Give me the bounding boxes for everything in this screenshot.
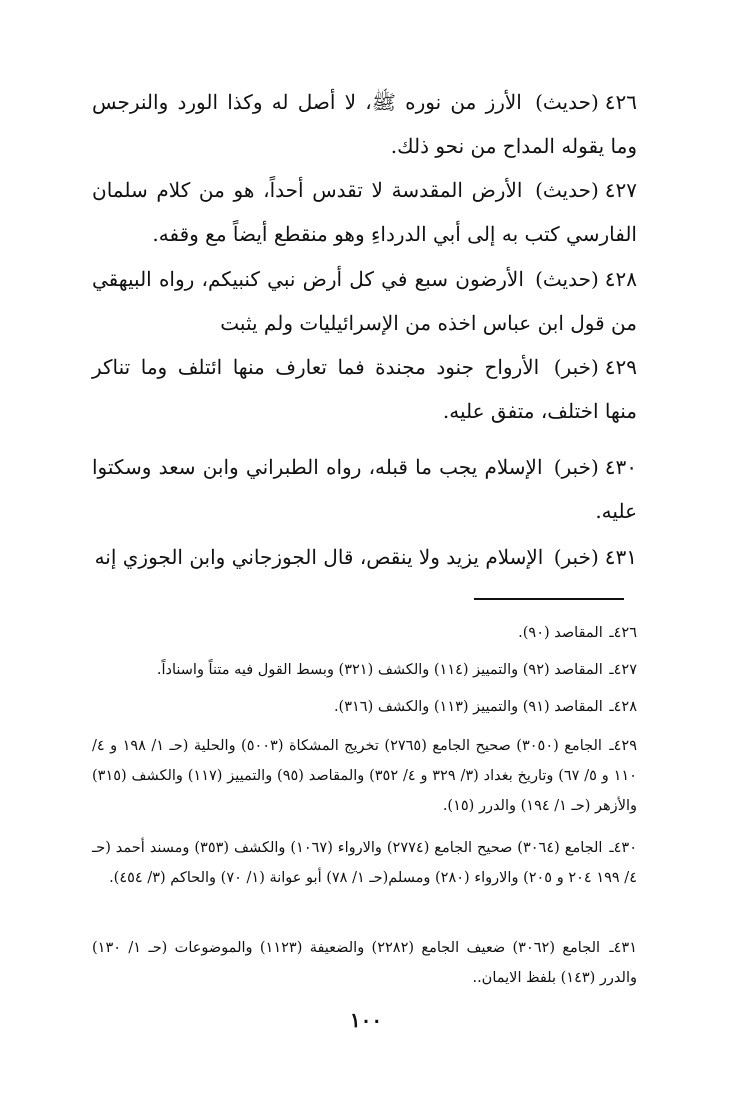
footnote-number: ٤٣١ـ (609, 940, 638, 956)
footnote-separator (474, 598, 624, 600)
footnote-text: الجامع (٣٠٦٤) صحيح الجامع (٢٧٧٤) والارواء (١٠٦٧) والكشف (٣٥٣) ومسند أحمد (حـ ٤/ ١٩٩ ٢٠٤ و ٢٠٥) والارواء (٢٨٠) ومسلم(حـ ١/ ٧٨) أبو عوانة (١/ ٧٠) والحاكم (٣/ ٤٥٤). (92, 840, 637, 886)
footnote-431 (92, 933, 637, 993)
entry-number: ٤٢٧ (604, 178, 637, 202)
footnote-430 (92, 833, 637, 893)
entry-text: الأرواح جنود مجندة فما تعارف منها ائتلف وما تناكر منها اختلف، متفق عليه. (92, 355, 637, 423)
entry-number: ٤٣٠ (604, 455, 637, 479)
hadith-entry-427 (92, 168, 637, 256)
footnote-text: الجامع (٣٠٥٠) صحيح الجامع (٢٧٦٥) تخريج المشكاة (٥٠٠٣) والحلية (حـ ١/ ١٩٨ و ٤/ ١١٠ و ٥/ ٦٧) وتاريخ بغداد (٣/ ٣٢٩ و ٤/ ٣٥٢) والمقاصد (٩٥) والتمييز (١١٧) والكشف (٣١٥) والأزهر (حـ ١/ ١٩٤) والدرر (١٥). (92, 738, 637, 814)
entry-number: ٤٣١ (604, 545, 637, 569)
footnote-number: ٤٢٦ـ (609, 625, 637, 641)
entry-tag: (خبر) (553, 355, 599, 379)
entry-number: ٤٢٩ (604, 355, 638, 379)
entry-text: الأرضون سبع في كل أرض نبي كنبيكم، رواه البيهقي من قول ابن عباس اخذه من الإسرائيليات ولم يثبت (92, 267, 637, 335)
footnote-text: المقاصد (٩٢) والتمييز (١١٤) والكشف (٣٢١) وبسط القول فيه متناً واسناداً. (156, 662, 603, 678)
footnote-number: ٤٢٨ـ (609, 699, 637, 715)
hadith-entry-429 (92, 345, 637, 433)
entry-text: الإسلام يجب ما قبله، رواه الطبراني وابن سعد وسكتوا عليه. (92, 455, 637, 523)
footnote-429 (92, 731, 637, 821)
entry-text: الأرض المقدسة لا تقدس أحداً، هو من كلام سلمان الفارسي كتب به إلى أبي الدرداءِ وهو منقطع أيضاً مع وقفه. (92, 178, 637, 246)
footnote-text: الجامع (٣٠٦٢) ضعيف الجامع (٢٢٨٢) والضعيفة (١١٢٣) والموضوعات (حـ ١/ ١٣٠) والدرر (١٤٣) بلفظ الايمان.. (92, 940, 637, 986)
footnote-428 (92, 692, 637, 722)
footnote-text: المقاصد (٩٠). (518, 625, 603, 641)
footnote-number: ٤٣٠ـ (609, 840, 638, 856)
page-number: ١٠٠ (349, 1008, 383, 1032)
footnote-number: ٤٢٧ـ (609, 662, 637, 678)
hadith-entry-428 (92, 257, 637, 345)
entry-tag: (خبر) (553, 455, 599, 479)
entry-tag: (حديث) (535, 267, 599, 291)
hadith-entry-430 (92, 445, 637, 533)
hadith-entry-426 (92, 80, 637, 168)
footnote-426 (92, 618, 637, 648)
footnote-text: المقاصد (٩١) والتمييز (١١٣) والكشف (٣١٦). (333, 699, 603, 715)
footnote-number: ٤٢٩ـ (609, 738, 637, 754)
entry-text: الأرز من نوره ﷺ، لا أصل له وكذا الورد والنرجس وما يقوله المداح من نحو ذلك. (92, 90, 637, 158)
hadith-entry-431 (92, 535, 637, 579)
entry-tag: (حديث) (535, 178, 599, 202)
footnote-427 (92, 655, 637, 685)
entry-text: الإسلام يزيد ولا ينقص، قال الجوزجاني وابن الجوزي إنه (94, 545, 544, 569)
entry-number: ٤٢٦ (604, 90, 638, 114)
entry-tag: (خبر) (553, 545, 599, 569)
entry-tag: (حديث) (535, 90, 599, 114)
entry-number: ٤٢٨ (604, 267, 637, 291)
